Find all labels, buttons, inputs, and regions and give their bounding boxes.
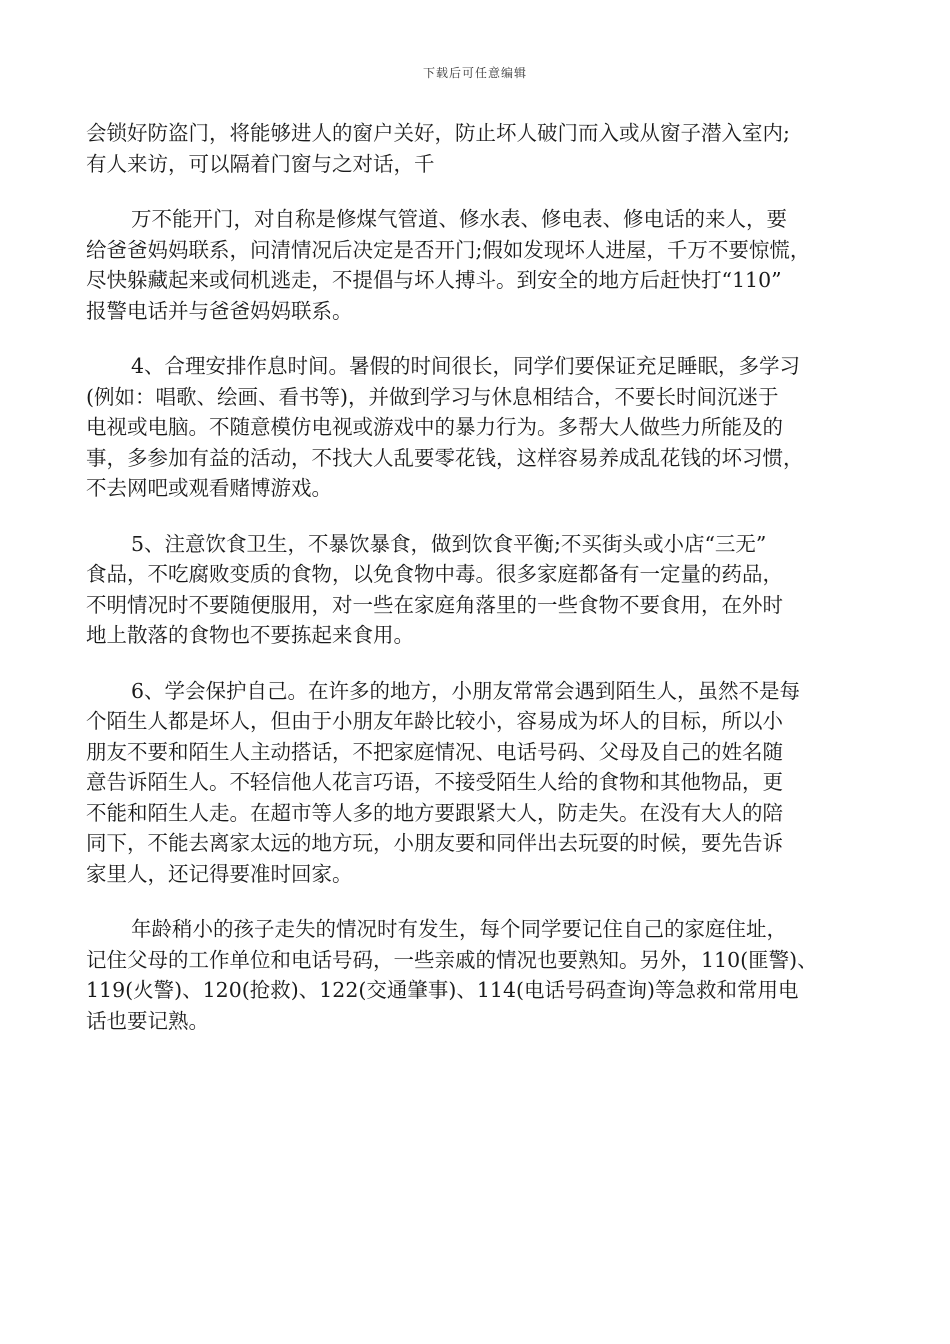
text-line: 食品，不吃腐败变质的食物，以免食物中毒。很多家庭都备有一定量的药品，	[86, 562, 783, 586]
text-line: 不去网吧或观看赌博游戏。	[86, 476, 332, 500]
text-line: 有人来访，可以隔着门窗与之对话，千	[86, 151, 435, 176]
text-line: 同下，不能去离家太远的地方玩，小朋友要和同伴出去玩耍的时候，要先告诉	[86, 831, 783, 855]
paragraph	[86, 118, 876, 179]
text-line: 不明情况时不要随便服用，对一些在家庭角落里的一些食物不要食用，在外时	[86, 592, 783, 617]
text-line: 意告诉陌生人。不轻信他人花言巧语，不接受陌生人给的食物和其他物品，更	[86, 770, 783, 794]
text-line: 记住父母的工作单位和电话号码，一些亲戚的情况也要熟知。另外，110(匪警)、	[86, 947, 818, 972]
paragraph	[86, 204, 876, 326]
text-line: 万不能开门，对自称是修煤气管道、修水表、修电表、修电话的来人，要	[131, 207, 787, 231]
document-body	[86, 118, 876, 1061]
paragraph	[86, 351, 876, 504]
paragraph	[86, 676, 876, 890]
text-line: (例如：唱歌、绘画、看书等)，并做到学习与休息相结合，不要长时间沉迷于	[86, 384, 779, 409]
text-line: 电视或电脑。不随意模仿电视或游戏中的暴力行为。多帮大人做些力所能及的	[86, 415, 783, 439]
text-line: 119(火警)、120(抢救)、122(交通肇事)、114(电话号码查询)等急救和常用电	[86, 978, 799, 1002]
text-line: 报警电话并与爸爸妈妈联系。	[86, 298, 353, 323]
page-header: 下载后可任意编辑	[422, 66, 527, 80]
text-line: 不能和陌生人走。在超市等人多的地方要跟紧大人，防走失。在没有大人的陪	[86, 800, 783, 825]
text-line: 家里人，还记得要准时回家。	[86, 861, 353, 886]
text-line: 给爸爸妈妈联系，问清情况后决定是否开门;假如发现坏人进屋，千万不要惊慌，	[86, 237, 811, 262]
paragraph	[86, 529, 876, 651]
text-line: 事，多参加有益的活动，不找大人乱要零花钱，这样容易养成乱花钱的坏习惯，	[86, 445, 804, 470]
text-line: 话也要记熟。	[86, 1008, 209, 1033]
text-line: 朋友不要和陌生人主动搭话，不把家庭情况、电话号码、父母及自己的姓名随	[86, 739, 783, 764]
text-line: 尽快躲藏起来或伺机逃走，不提倡与坏人搏斗。到安全的地方后赶快打“110”	[86, 268, 782, 292]
text-line: 会锁好防盗门，将能够进人的窗户关好，防止坏人破门而入或从窗子潜入室内;	[86, 121, 790, 145]
text-line: 4、合理安排作息时间。暑假的时间很长，同学们要保证充足睡眠，多学习	[131, 354, 801, 378]
text-line: 个陌生人都是坏人，但由于小朋友年龄比较小，容易成为坏人的目标，所以小	[86, 709, 783, 733]
text-line: 年龄稍小的孩子走失的情况时有发生，每个同学要记住自己的家庭住址，	[131, 917, 787, 941]
text-line: 5、注意饮食卫生，不暴饮暴食，做到饮食平衡;不买街头或小店“三无”	[131, 531, 767, 556]
paragraph	[86, 914, 876, 1036]
text-line: 地上散落的食物也不要拣起来食用。	[86, 623, 414, 647]
text-line: 6、学会保护自己。在许多的地方，小朋友常常会遇到陌生人，虽然不是每	[131, 678, 801, 703]
